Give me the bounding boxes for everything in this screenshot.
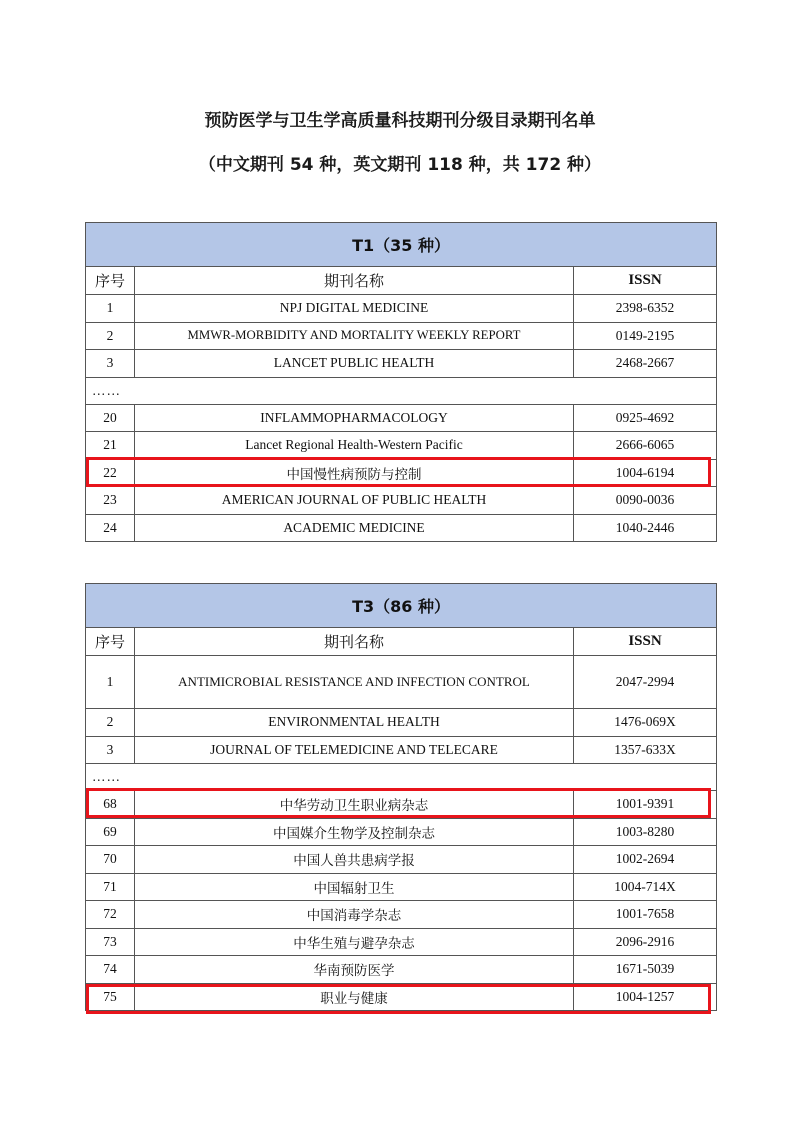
- row-issn: 1476-069X: [574, 709, 717, 737]
- row-issn: 2468-2667: [574, 350, 717, 378]
- row-journal-name: 华南预防医学: [135, 956, 574, 984]
- row-num: 69: [86, 818, 135, 846]
- row-num: 21: [86, 432, 135, 460]
- col-header-name: 期刊名称: [135, 628, 574, 656]
- row-issn: 1001-7658: [574, 901, 717, 929]
- highlight-box-row-68: [86, 788, 711, 818]
- table-row: [86, 928, 717, 956]
- tier-header: T3（86 种）: [86, 584, 717, 628]
- row-journal-name: MMWR-MORBIDITY AND MORTALITY WEEKLY REPORT: [135, 322, 574, 350]
- row-issn: 1004-6194: [574, 459, 717, 487]
- row-journal-name: Lancet Regional Health-Western Pacific: [135, 432, 574, 460]
- page-title: 预防医学与卫生学高质量科技期刊分级目录期刊名单: [204, 111, 596, 131]
- row-issn: 1003-8280: [574, 818, 717, 846]
- row-journal-name: 中国媒介生物学及控制杂志: [135, 818, 574, 846]
- row-journal-name: 中华生殖与避孕杂志: [135, 928, 574, 956]
- col-header-num: 序号: [86, 628, 135, 656]
- row-num: 73: [86, 928, 135, 956]
- col-header-num: 序号: [86, 267, 135, 295]
- table-row: [86, 404, 717, 432]
- row-issn: 2047-2994: [574, 656, 717, 709]
- row-num: 75: [86, 983, 135, 1011]
- table-row: [86, 432, 717, 460]
- row-num: 71: [86, 873, 135, 901]
- table-row: [86, 956, 717, 984]
- row-issn: 1001-9391: [574, 791, 717, 819]
- row-journal-name: LANCET PUBLIC HEALTH: [135, 350, 574, 378]
- row-journal-name: ANTIMICROBIAL RESISTANCE AND INFECTION CONTROL: [135, 656, 574, 709]
- row-issn: 0149-2195: [574, 322, 717, 350]
- table-row: [86, 709, 717, 737]
- row-journal-name: JOURNAL OF TELEMEDICINE AND TELECARE: [135, 736, 574, 764]
- table-row: [86, 846, 717, 874]
- row-num: 20: [86, 404, 135, 432]
- table-row: [86, 736, 717, 764]
- table-row: [86, 873, 717, 901]
- table-row: [86, 487, 717, 515]
- highlight-box-row-22: [86, 457, 711, 487]
- row-issn: 1357-633X: [574, 736, 717, 764]
- highlight-box-row-75: [86, 984, 711, 1014]
- row-journal-name: AMERICAN JOURNAL OF PUBLIC HEALTH: [135, 487, 574, 515]
- row-num: 68: [86, 791, 135, 819]
- row-num: 3: [86, 736, 135, 764]
- row-num: 23: [86, 487, 135, 515]
- table-row: [86, 901, 717, 929]
- row-issn: 2096-2916: [574, 928, 717, 956]
- row-journal-name: ACADEMIC MEDICINE: [135, 514, 574, 542]
- row-issn: 1004-1257: [574, 983, 717, 1011]
- row-num: 72: [86, 901, 135, 929]
- row-journal-name: NPJ DIGITAL MEDICINE: [135, 295, 574, 323]
- col-header-name: 期刊名称: [135, 267, 574, 295]
- row-num: 1: [86, 295, 135, 323]
- row-issn: 2666-6065: [574, 432, 717, 460]
- row-num: 3: [86, 350, 135, 378]
- row-journal-name: 中国慢性病预防与控制: [135, 459, 574, 487]
- row-issn: 2398-6352: [574, 295, 717, 323]
- row-issn: 1002-2694: [574, 846, 717, 874]
- table-row: [86, 322, 717, 350]
- table-row: [86, 295, 717, 323]
- row-num: 70: [86, 846, 135, 874]
- row-num: 24: [86, 514, 135, 542]
- table-row: [86, 350, 717, 378]
- row-num: 22: [86, 459, 135, 487]
- row-journal-name: 中国消毒学杂志: [135, 901, 574, 929]
- row-issn: 1040-2446: [574, 514, 717, 542]
- ellipsis-row: ……: [86, 377, 717, 404]
- row-journal-name: 中华劳动卫生职业病杂志: [135, 791, 574, 819]
- row-num: 1: [86, 656, 135, 709]
- row-journal-name: 中国辐射卫生: [135, 873, 574, 901]
- col-header-issn: ISSN: [574, 267, 717, 295]
- row-journal-name: ENVIRONMENTAL HEALTH: [135, 709, 574, 737]
- row-num: 2: [86, 322, 135, 350]
- row-issn: 1004-714X: [574, 873, 717, 901]
- table-row: [86, 656, 717, 709]
- row-issn: 0090-0036: [574, 487, 717, 515]
- table-row: [86, 514, 717, 542]
- row-issn: 0925-4692: [574, 404, 717, 432]
- row-num: 74: [86, 956, 135, 984]
- row-journal-name: INFLAMMOPHARMACOLOGY: [135, 404, 574, 432]
- table-row: [86, 818, 717, 846]
- row-num: 2: [86, 709, 135, 737]
- ellipsis-row: ……: [86, 764, 717, 791]
- row-journal-name: 职业与健康: [135, 983, 574, 1011]
- row-issn: 1671-5039: [574, 956, 717, 984]
- tier-header: T1（35 种）: [86, 223, 717, 267]
- col-header-issn: ISSN: [574, 628, 717, 656]
- tier-table-t1: [85, 222, 717, 542]
- page-subtitle: （中文期刊 54 种，英文期刊 118 种，共 172 种）: [198, 155, 602, 175]
- row-journal-name: 中国人兽共患病学报: [135, 846, 574, 874]
